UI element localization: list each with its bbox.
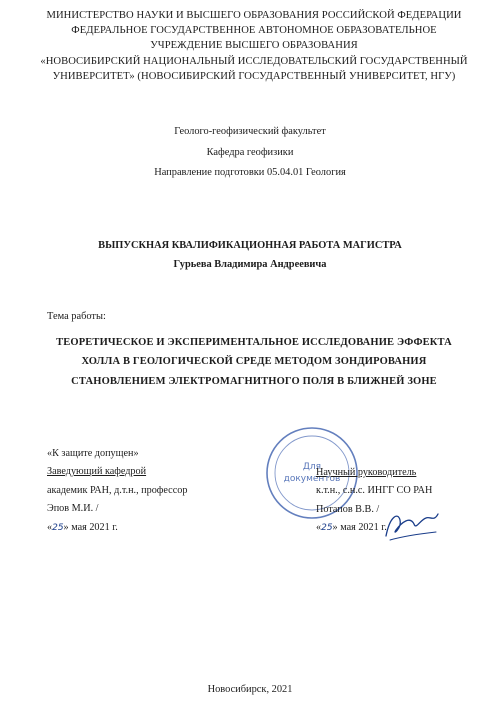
work-title-block — [0, 237, 500, 274]
ministry-header — [18, 8, 490, 84]
supervisor-rank: к.т.н., с.н.с. ИНГГ СО РАН — [316, 485, 433, 497]
header-line: УЧРЕЖДЕНИЕ ВЫСШЕГО ОБРАЗОВАНИЯ — [150, 40, 358, 52]
head-date — [47, 519, 187, 537]
head-name: Эпов М.И. / — [47, 503, 99, 515]
header-line: УНИВЕРСИТЕТ» (НОВОСИБИРСКИЙ ГОСУДАРСТВЕННЫЙ УНИВЕРСИТЕТ, НГУ) — [52, 70, 456, 82]
date-day: 25 — [321, 523, 333, 534]
author-name: Гурьева Владимира Андреевича — [173, 258, 327, 270]
work-type: ВЫПУСКНАЯ КВАЛИФИКАЦИОННАЯ РАБОТА МАГИСТРА — [98, 240, 402, 251]
left-signature-block — [47, 445, 187, 537]
head-name-line — [47, 500, 187, 518]
header-line: ФЕДЕРАЛЬНОЕ ГОСУДАРСТВЕННОЕ АВТОНОМНОЕ ОБРАЗОВАТЕЛЬНОЕ — [71, 25, 437, 37]
date-rest: » мая 2021 г. — [332, 522, 387, 534]
theme-line: ТЕОРЕТИЧЕСКОЕ И ЭКСПЕРИМЕНТАЛЬНОЕ ИССЛЕДОВАНИЕ ЭФФЕКТА — [56, 337, 452, 348]
date-rest: » мая 2021 г. — [63, 521, 118, 533]
theme-title — [14, 333, 494, 391]
header-line: «НОВОСИБИРСКИЙ НАЦИОНАЛЬНЫЙ ИССЛЕДОВАТЕЛЬСКИЙ ГОСУДАРСТВЕННЫЙ — [40, 55, 468, 67]
theme-label: Тема работы: — [47, 311, 106, 322]
city-year: Новосибирск, 2021 — [207, 684, 293, 695]
stamp-text-line2: документов — [283, 474, 341, 484]
supervisor-label: Научный руководитель — [316, 467, 417, 478]
date-day: 25 — [52, 522, 64, 533]
stamp-text-line1: Для — [302, 462, 322, 472]
faculty-name: Геолого-геофизический факультет — [174, 126, 326, 137]
date-open-quote: « — [316, 522, 322, 534]
handwritten-signature — [380, 506, 442, 546]
study-direction: Направление подготовки 05.04.01 Геология — [154, 167, 346, 178]
theme-line: ХОЛЛА В ГЕОЛОГИЧЕСКОЙ СРЕДЕ МЕТОДОМ ЗОНДИРОВАНИЯ — [81, 356, 427, 368]
theme-line: СТАНОВЛЕНИЕМ ЭЛЕКТРОМАГНИТНОГО ПОЛЯ В БЛИЖНЕЙ ЗОНЕ — [71, 375, 437, 387]
head-of-department-label: Заведующий кафедрой — [47, 466, 147, 478]
department-name: Кафедра геофизики — [206, 146, 294, 158]
head-rank: академик РАН, д.т.н., профессор — [47, 484, 188, 496]
faculty-block — [0, 122, 500, 184]
header-line: МИНИСТЕРСТВО НАУКИ И ВЫСШЕГО ОБРАЗОВАНИЯ РОССИЙСКОЙ ФЕДЕРАЦИИ — [46, 10, 462, 21]
supervisor-name: Потапов В.В. / — [316, 503, 380, 515]
admitted-to-defense: «К защите допущен» — [47, 448, 139, 459]
date-open-quote: « — [47, 521, 53, 533]
